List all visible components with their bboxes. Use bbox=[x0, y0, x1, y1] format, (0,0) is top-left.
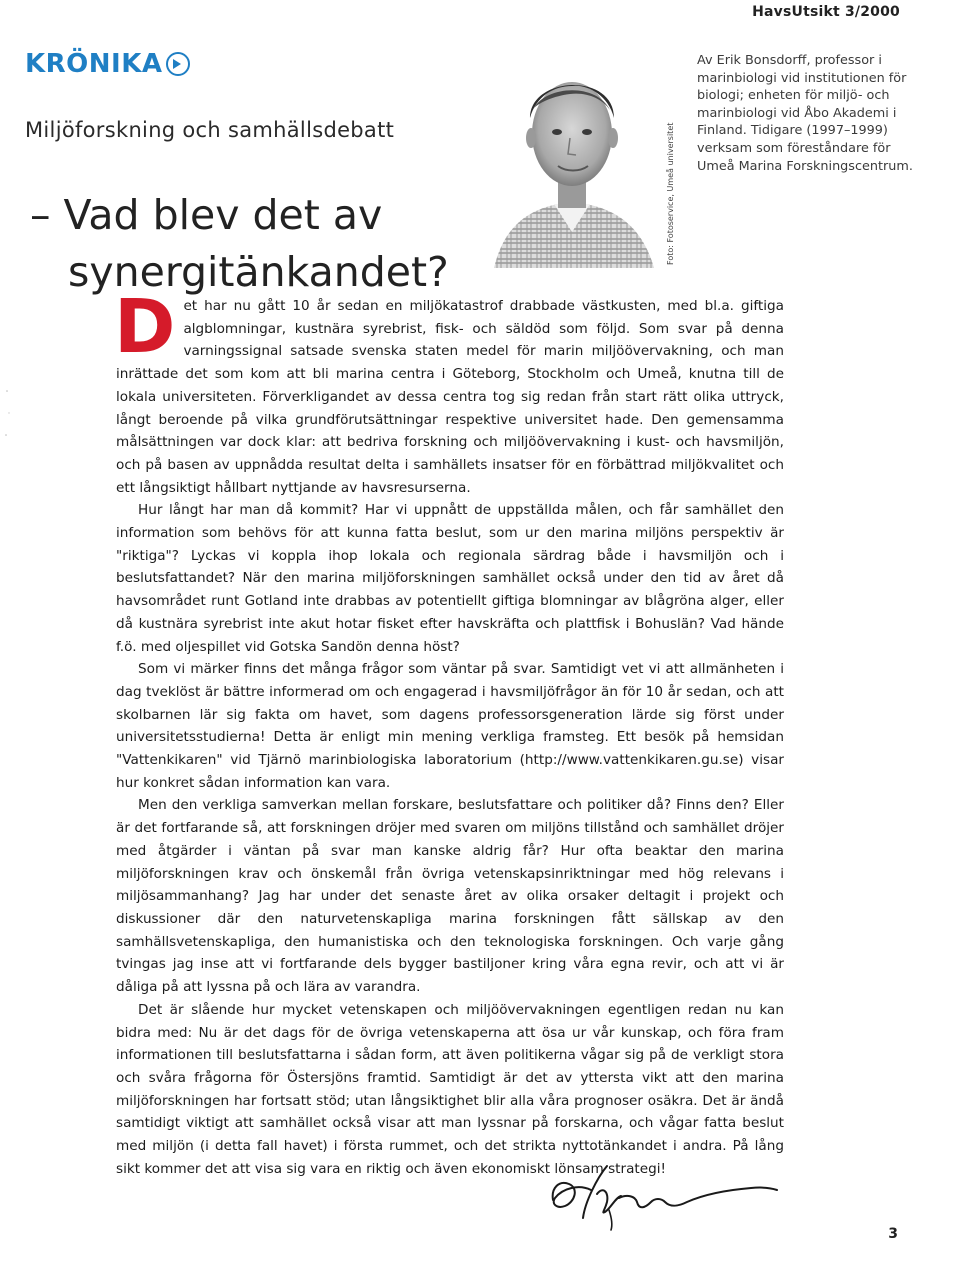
headline-line-1: – Vad blev det av bbox=[30, 191, 383, 240]
headline bbox=[30, 187, 470, 301]
masthead: HavsUtsikt 3/2000 bbox=[752, 4, 900, 20]
column-label-text: KRÖNIKA bbox=[25, 49, 163, 79]
article-paragraph-1-text: et har nu gått 10 år sedan en miljökatastrof drabbade västkusten, med bl.a. giftiga algblomningar, kustnära syrebrist, fisk- och säldöd som följd. Som svar på denna varningssignal satsade svenska staten medel för marin miljöövervakning, och man inrättade det som kom att bli marina centra i Göteborg, Stockholm och Umeå, knutna till de lokala universiteten. Förverkligandet av dessa centra tog sig redan från start rätt olika uttryck, långt beroende på vilka grundförutsättningar respektive universitet hade. Den gemensamma målsättningen var dock klar: att bedriva forskning och miljöövervakning i kust- och havsmiljön, och på basen av uppnådda resultat delta i samhällets insatser för en förbättrad miljökvalitet och ett långsiktigt hållbart nyttjande av havsresurserna. bbox=[116, 298, 784, 496]
author-byline: Av Erik Bonsdorff, professor i marinbiologi vid institutionen för biologi; enheten för miljö- och marinbiologi vid Åbo Akademi i Finland. Tidigare (1997–1999) verksam som föreståndare för Umeå Marina Forskningscentrum. bbox=[697, 53, 913, 174]
play-circle-icon bbox=[166, 52, 190, 76]
photo-credit bbox=[666, 100, 680, 265]
drop-cap: D bbox=[114, 284, 176, 370]
scan-specks bbox=[4, 385, 12, 445]
page-number: 3 bbox=[888, 1226, 898, 1242]
article-paragraph-1 bbox=[114, 284, 784, 499]
article-paragraph-3: Som vi märker finns det många frågor som väntar på svar. Samtidigt vet vi att allmänheten i dag tveklöst är bättre informerad om och engagerad i havsmiljöfrågor än för 10 år sedan, och att skolbarnen lär sig fakta om havet, som dagens professorsgeneration lärde sig först under universitetsstudierna! Detta är enligt min mening verkliga framsteg. Ett besök på hemsidan "Vattenkikaren" vid Tjärnö marinbiologiska laboratorium (http://www.vattenkikaren.gu.se) visar hur konkret sådan information kan vara. bbox=[116, 661, 784, 791]
article-paragraph-5: Det är slående hur mycket vetenskapen och miljöövervakningen egentligen redan nu kan bidra med: Nu är det dags för de övriga vetenskaperna att ösa ur vår kunskap, och föra fram informationen till beslutsfattarna i sådan form, att även politikerna vågar sig på de verkligt stora och svåra frågorna för Östersjöns framtid. Samtidigt är det av yttersta vikt att den marina miljöforskningen har fortsatt stöd; utan långsiktighet blir alla våra prognoser osäkra. Det är ändå samtidigt viktigt att samhället också visar att man lyssnar på forskarna, och vågar fatta beslut med miljön (i detta fall havet) i första rummet, och det strikta nyttotänkandet i andra. På lång sikt kommer det att visa sig vara en riktig och även ekonomiskt lönsam strategi! bbox=[116, 1001, 784, 1177]
article-body bbox=[114, 284, 784, 1180]
handwritten-signature bbox=[545, 1158, 785, 1236]
photo-credit-text: Foto: Fotoservice, Umeå universitet bbox=[666, 122, 675, 265]
headline-line-2: synergitänkandet? bbox=[68, 248, 449, 297]
portrait-photo bbox=[484, 56, 660, 268]
article-paragraph-2: Hur långt har man då kommit? Har vi uppnått de uppställda målen, och får samhället den information som behövs för att kunna fatta beslut, som ur den marina miljöns perspektiv är "riktiga"? Lyckas vi koppla ihop lokala och regionala särdrag både i havsmiljön och i beslutsfattandet? När den marina miljöforskningen samhället också under den tid av året då havsområdet runt Gotland inte drabbas av potentiellt giftiga blomningar av blågröna alger, eller då kustnära syrebrist inte akut hotar fisket efter havskräfta och plattfisk i Bohuslän? Vad hände f.ö. med oljespillet vid Gotska Sandön denna höst? bbox=[116, 502, 784, 655]
column-label bbox=[25, 49, 190, 79]
article-paragraph-4: Men den verkliga samverkan mellan forskare, beslutsfattare och politiker då? Finns den? Eller är det fortfarande så, att forskningen dröjer med svaren om miljöns tillstånd och samhället dröjer med åtgärder i väntan på svar man kanske aldrig får? Hur ofta beaktar den marina miljöforskningen krav och önskemål från övriga vetenskapsinriktningar med hög relevans i miljösammanhang? Jag har under det senaste året av olika orsaker deltagit i projekt och diskussioner där den naturvetenskapliga marina forskningen fått sällskap av den samhällsvetenskapliga, den humanistiska och den teknologiska forskningen. Och varje gång tvingas jag inse att vi fortfarande dels bygger bastiljoner kring våra egna revir, och att vi är dåliga på att lyssna på och lära av varandra. bbox=[116, 797, 784, 996]
section-title: Miljöforskning och samhällsdebatt bbox=[25, 118, 395, 142]
